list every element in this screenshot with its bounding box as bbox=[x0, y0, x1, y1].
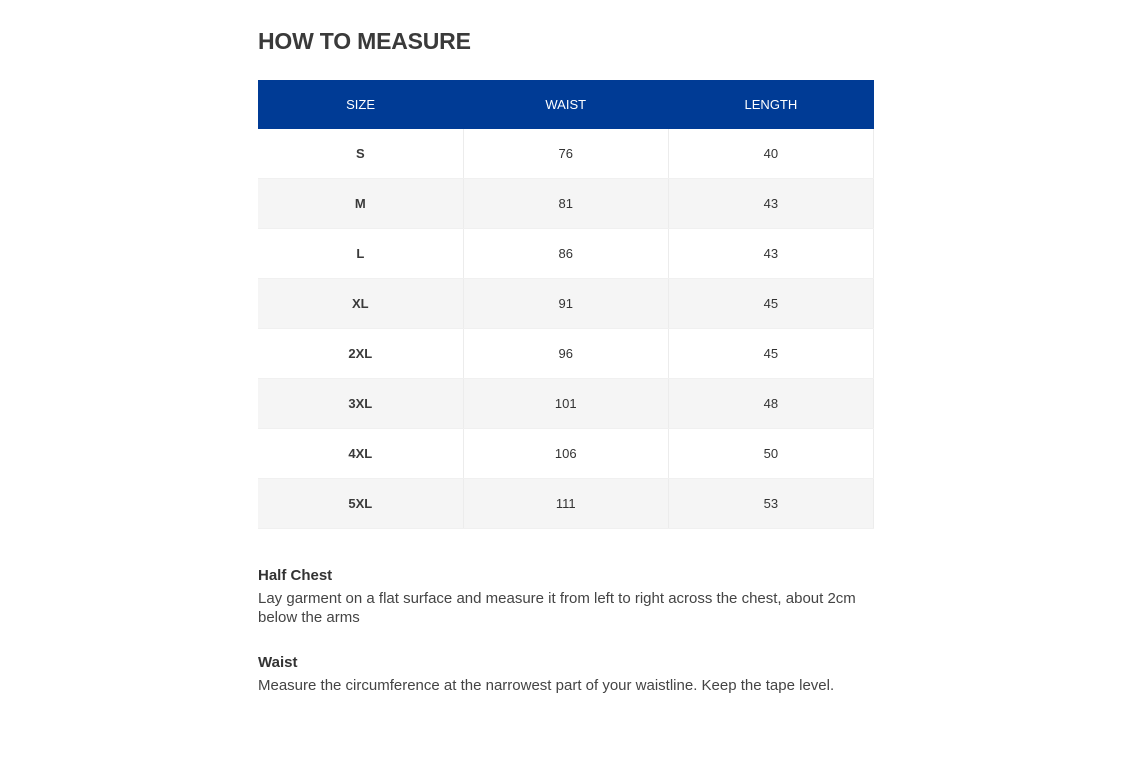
note-waist bbox=[258, 653, 874, 695]
length-cell: 45 bbox=[668, 279, 873, 329]
size-cell: M bbox=[258, 179, 463, 229]
table-body bbox=[258, 129, 874, 529]
note-title: Half Chest bbox=[258, 567, 333, 584]
table-header bbox=[258, 80, 874, 129]
length-cell: 50 bbox=[668, 429, 873, 479]
waist-cell: 96 bbox=[463, 329, 668, 379]
size-cell: 2XL bbox=[258, 329, 463, 379]
note-text: Measure the circumference at the narrowest part of your waistline. Keep the tape level. bbox=[258, 677, 835, 694]
column-header-length: LENGTH bbox=[668, 80, 873, 129]
note-title: Waist bbox=[258, 654, 298, 671]
length-cell: 43 bbox=[668, 229, 873, 279]
table-row bbox=[258, 479, 874, 529]
length-cell: 48 bbox=[668, 379, 873, 429]
table-row bbox=[258, 379, 874, 429]
waist-cell: 76 bbox=[463, 129, 668, 179]
length-cell: 45 bbox=[668, 329, 873, 379]
size-cell: 5XL bbox=[258, 479, 463, 529]
waist-cell: 111 bbox=[463, 479, 668, 529]
table-header-row bbox=[258, 80, 874, 129]
waist-cell: 106 bbox=[463, 429, 668, 479]
table-row bbox=[258, 229, 874, 279]
note-text: Lay garment on a flat surface and measure it from left to right across the chest, about 2cm below the arms bbox=[258, 590, 856, 626]
table-row bbox=[258, 179, 874, 229]
table-row bbox=[258, 129, 874, 179]
size-cell: L bbox=[258, 229, 463, 279]
table-row bbox=[258, 329, 874, 379]
size-cell: S bbox=[258, 129, 463, 179]
waist-cell: 86 bbox=[463, 229, 668, 279]
size-cell: 4XL bbox=[258, 429, 463, 479]
column-header-waist: WAIST bbox=[463, 80, 668, 129]
size-guide bbox=[258, 26, 874, 721]
waist-cell: 101 bbox=[463, 379, 668, 429]
size-cell: 3XL bbox=[258, 379, 463, 429]
length-cell: 40 bbox=[668, 129, 873, 179]
size-table bbox=[258, 80, 874, 529]
waist-cell: 91 bbox=[463, 279, 668, 329]
page-title: HOW TO MEASURE bbox=[258, 28, 471, 54]
length-cell: 43 bbox=[668, 179, 873, 229]
table-row bbox=[258, 429, 874, 479]
column-header-size: SIZE bbox=[258, 80, 463, 129]
note-half-chest bbox=[258, 566, 874, 627]
measure-notes bbox=[258, 566, 874, 695]
waist-cell: 81 bbox=[463, 179, 668, 229]
size-cell: XL bbox=[258, 279, 463, 329]
length-cell: 53 bbox=[668, 479, 873, 529]
table-row bbox=[258, 279, 874, 329]
